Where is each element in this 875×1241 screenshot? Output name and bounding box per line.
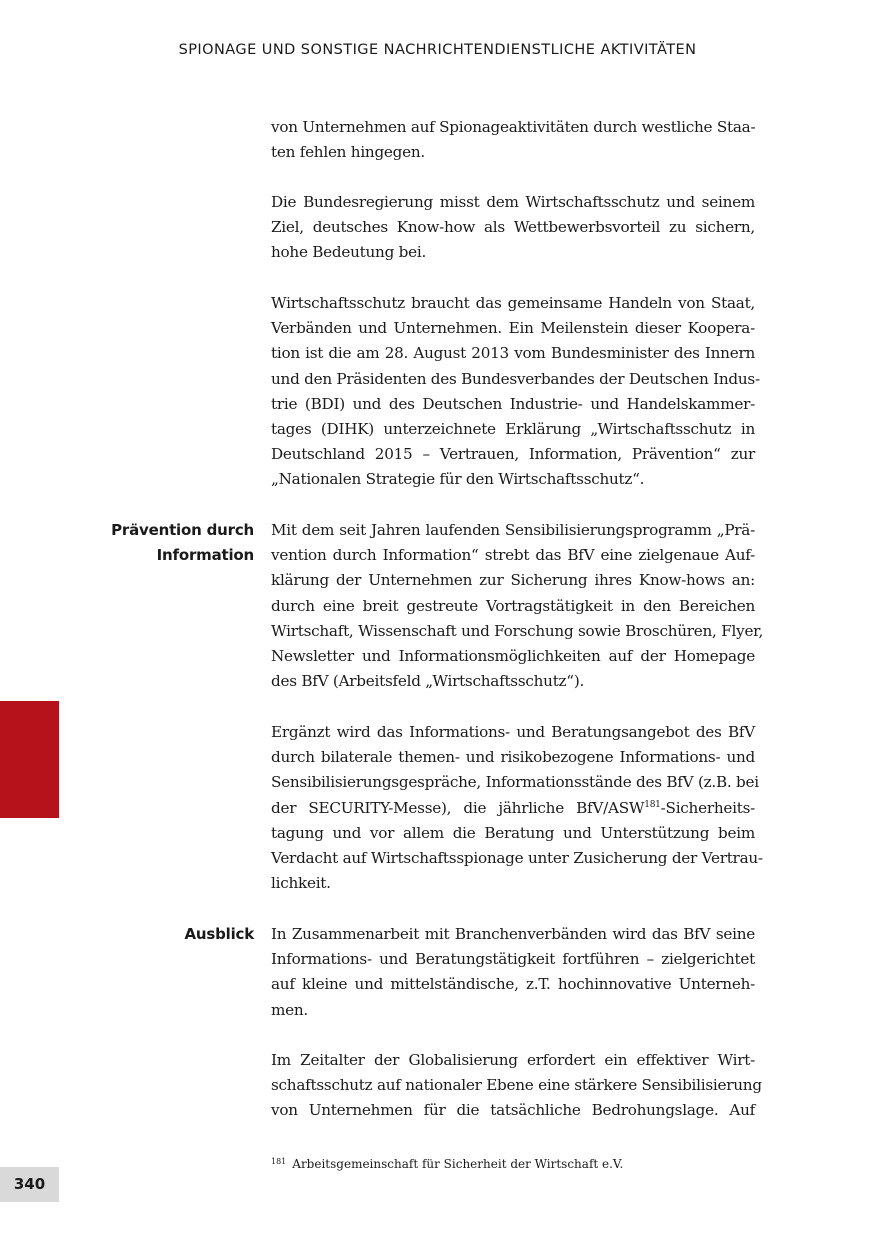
text-line: men.: [271, 1000, 308, 1019]
footnote: [271, 1153, 755, 1173]
text-line: lichkeit.: [271, 874, 331, 893]
side-heading-ausblick: Ausblick: [184, 925, 254, 943]
text-line: Im Zeitalter der Globalisierung erfordert ein effektiver Wirt-: [271, 1051, 755, 1069]
text-line: Verbänden und Unternehmen. Ein Meilenstein dieser Koopera-: [271, 319, 755, 338]
paragraph-2: [271, 190, 755, 266]
paragraph-6: [271, 922, 755, 1023]
text-line: tion ist die am 28. August 2013 vom Bundesminister des Innern: [271, 344, 755, 363]
side-heading-praevention-line1: Prävention durch: [111, 521, 254, 539]
text-line: tages (DIHK) unterzeichnete Erklärung „Wirtschaftsschutz in: [271, 419, 755, 438]
paragraph-7: [271, 1048, 762, 1124]
text-line: Wirtschaft, Wissenschaft und Forschung sowie Broschüren, Flyer,: [271, 621, 764, 640]
chapter-color-tab: [0, 701, 59, 818]
text-line: Informations- und Beratungstätigkeit fortführen – zielgerichtet: [271, 950, 755, 969]
text-line: Verdacht auf Wirtschaftsspionage unter Zusicherung der Vertrau-: [271, 848, 763, 867]
paragraph-1: [271, 115, 755, 165]
side-heading-praevention: [111, 518, 254, 568]
text-line: Wirtschaftsschutz braucht das gemeinsame Handeln von Staat,: [271, 294, 755, 312]
footnote-reference[interactable]: 181: [644, 799, 661, 810]
text-fragment: -Sicherheits-: [660, 798, 755, 817]
text-line: des BfV (Arbeitsfeld „Wirtschaftsschutz“).: [271, 672, 585, 691]
text-line: hohe Bedeutung bei.: [271, 243, 427, 262]
text-line: schaftsschutz auf nationaler Ebene eine stärkere Sensibilisierung: [271, 1076, 762, 1095]
paragraph-3: [271, 291, 760, 493]
text-line: von Unternehmen auf Spionageaktivitäten durch westliche Staa-: [271, 118, 756, 136]
running-header: SPIONAGE UND SONSTIGE NACHRICHTENDIENSTLICHE AKTIVITÄTEN: [178, 42, 697, 58]
text-line: klärung der Unternehmen zur Sicherung ihres Know-hows an:: [271, 571, 755, 590]
text-line: In Zusammenarbeit mit Branchenverbänden wird das BfV seine: [271, 925, 755, 943]
side-heading-praevention-line2: Information: [156, 546, 254, 565]
footnote-text: Arbeitsgemeinschaft für Sicherheit der Wirtschaft e.V.: [292, 1157, 624, 1171]
text-line: trie (BDI) und des Deutschen Industrie- und Handelskammer-: [271, 394, 755, 413]
text-line: Newsletter und Informationsmöglichkeiten auf der Homepage: [271, 646, 755, 665]
text-line: Ziel, deutsches Know-how als Wettbewerbsvorteil zu sichern,: [271, 218, 755, 237]
text-line: Sensibilisierungsgespräche, Informationsstände des BfV (z.B. bei: [271, 773, 759, 792]
text-line: Mit dem seit Jahren laufenden Sensibilisierungsprogramm „Prä-: [271, 521, 755, 539]
text-line: ten fehlen hingegen.: [271, 143, 425, 162]
page-number: 340: [0, 1167, 59, 1202]
text-line: auf kleine und mittelständische, z.T. hochinnovative Unterneh-: [271, 975, 755, 994]
paragraph-4: [271, 518, 764, 694]
text-fragment: der SECURITY-Messe), die jährliche BfV/ASW: [271, 798, 645, 817]
footnote-mark: 181: [271, 1157, 287, 1166]
text-line: Ergänzt wird das Informations- und Beratungsangebot des BfV: [271, 723, 755, 741]
paragraph-5: [271, 720, 763, 896]
text-line: Deutschland 2015 – Vertrauen, Information, Prävention“ zur: [271, 445, 755, 464]
text-line: „Nationalen Strategie für den Wirtschaftsschutz“.: [271, 470, 645, 489]
text-line: Die Bundesregierung misst dem Wirtschaftsschutz und seinem: [271, 193, 755, 211]
text-line: tagung und vor allem die Beratung und Unterstützung beim: [271, 823, 755, 842]
text-line: von Unternehmen für die tatsächliche Bedrohungslage. Auf: [271, 1101, 755, 1120]
text-line: und den Präsidenten des Bundesverbandes der Deutschen Indus-: [271, 369, 760, 388]
text-line: vention durch Information“ strebt das BfV eine zielgenaue Auf-: [271, 546, 755, 565]
text-line: durch eine breit gestreute Vortragstätigkeit in den Bereichen: [271, 596, 755, 615]
text-line-with-footnote-ref: [271, 796, 755, 821]
text-line: durch bilaterale themen- und risikobezogene Informations- und: [271, 748, 755, 767]
